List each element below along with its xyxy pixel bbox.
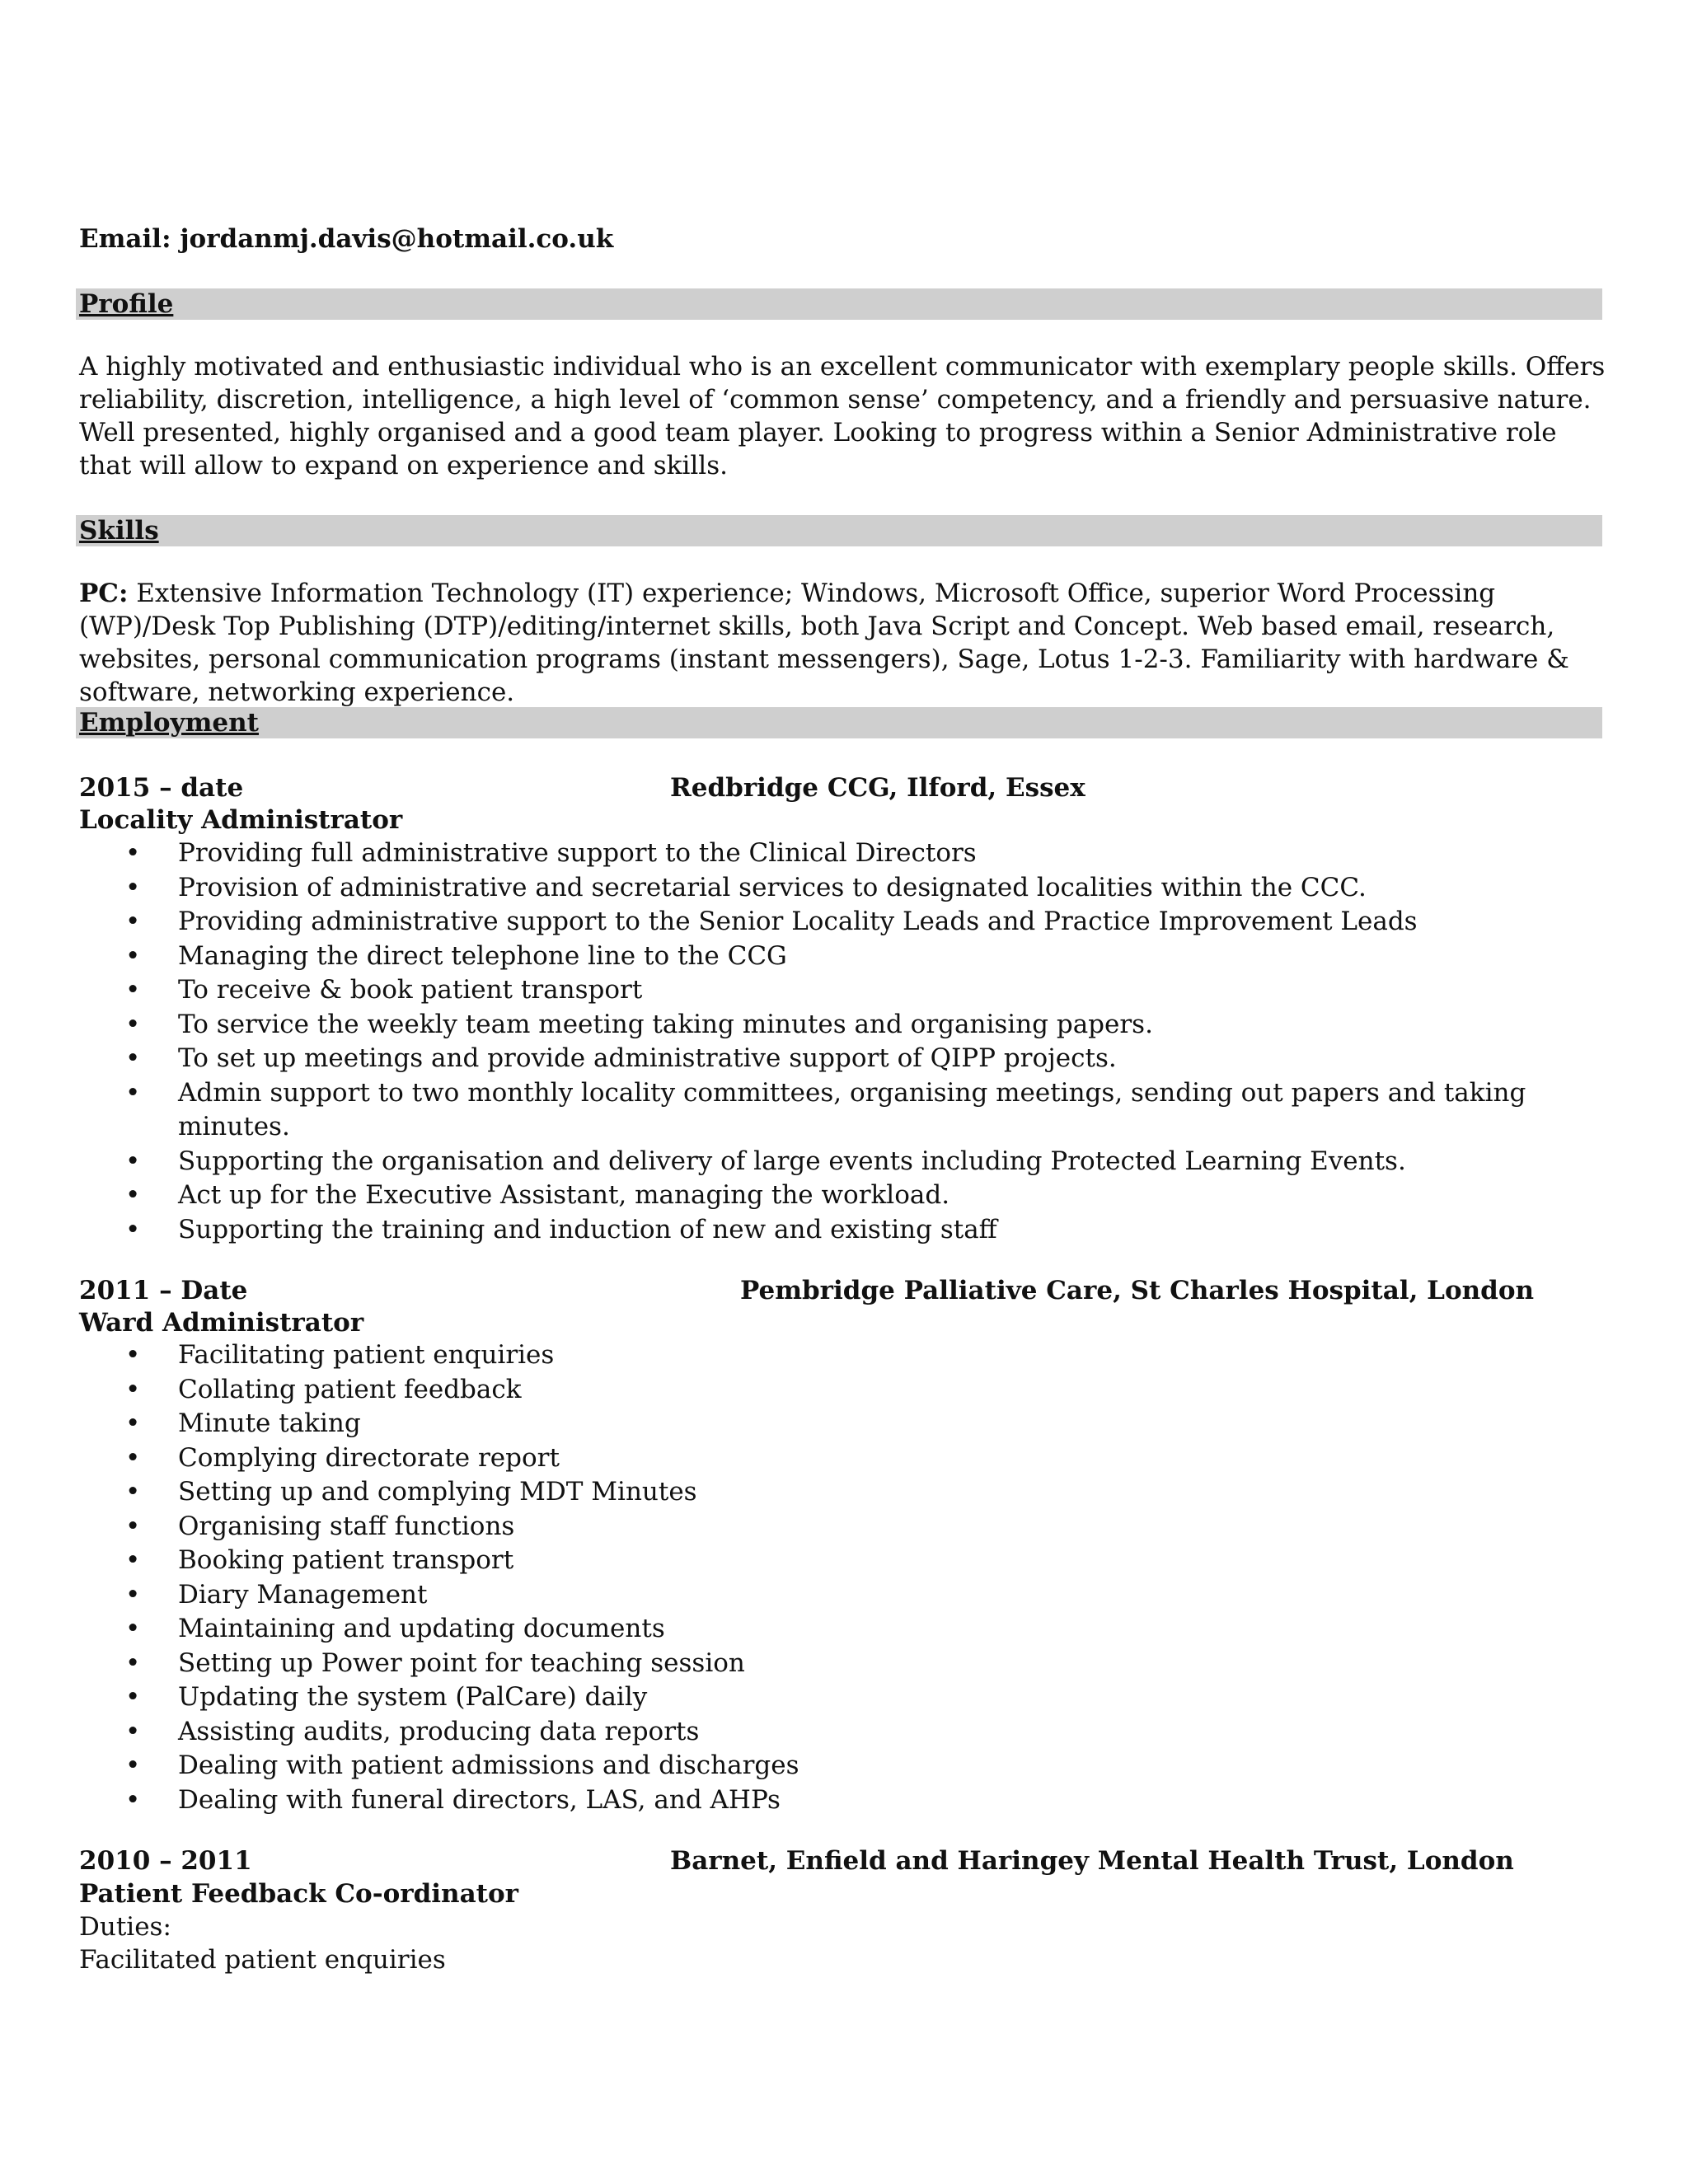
duty-item: • Providing administrative support to the Senior Locality Leads and Practice Improvement Leads — [79, 905, 1612, 940]
duty-item: • Booking patient transport — [79, 1544, 1612, 1578]
job-duties-list — [79, 1338, 1612, 1817]
job-dates: 2015 – date — [79, 773, 244, 803]
duty-item: • Updating the system (PalCare) daily — [79, 1680, 1612, 1715]
duty-item: • Complying directorate report — [79, 1441, 1612, 1476]
duty-item: • Act up for the Executive Assistant, managing the workload. — [79, 1179, 1612, 1213]
job-title: Ward Administrator — [79, 1308, 364, 1338]
duty-item: • To service the weekly team meeting taking minutes and organising papers. — [79, 1008, 1612, 1043]
duty-item: • Setting up and complying MDT Minutes — [79, 1475, 1612, 1510]
duty-item: • Maintaining and updating documents — [79, 1612, 1612, 1647]
job-title: Patient Feedback Co-ordinator — [79, 1879, 519, 1909]
duty-item: • To set up meetings and provide administrative support of QIPP projects. — [79, 1042, 1612, 1076]
job-title: Locality Administrator — [79, 805, 403, 835]
duty-item: • Dealing with patient admissions and discharges — [79, 1749, 1612, 1783]
employment-heading: Employment — [79, 708, 259, 738]
skills-section-bar — [76, 515, 1602, 546]
duty-item: • Supporting the organisation and delivery of large events including Protected Learning Events. — [79, 1145, 1612, 1179]
duty-item: • Admin support to two monthly locality committees, organising meetings, sending out papers and taking minutes. — [79, 1076, 1612, 1145]
job-dates: 2011 – Date — [79, 1276, 248, 1305]
email-label: Email: — [79, 224, 171, 254]
email-line — [79, 224, 613, 254]
duty-item: • Managing the direct telephone line to the CCG — [79, 940, 1612, 974]
duty-item: • Setting up Power point for teaching session — [79, 1647, 1612, 1681]
duty-item: • Minute taking — [79, 1407, 1612, 1441]
duty-item: • Diary Management — [79, 1578, 1612, 1613]
profile-heading: Profile — [79, 289, 174, 319]
job-duties-list — [79, 837, 1612, 1247]
job-organisation: Pembridge Palliative Care, St Charles Hospital, London — [740, 1276, 1535, 1305]
duties-label: Duties: — [79, 1912, 171, 1942]
skills-text — [79, 577, 1612, 709]
duty-item: • Providing full administrative support to the Clinical Directors — [79, 837, 1612, 871]
duty-text: Facilitated patient enquiries — [79, 1945, 446, 1975]
pc-label: PC: — [79, 579, 129, 608]
profile-text: A highly motivated and enthusiastic individual who is an excellent communicator with exemplary people skills. Offers reliability, discretion, intelligence, a high level of ‘common sense’ competency, and a friendly and persuasive nature. Well presented, highly organised and a good team player. Looking to progress within a Senior Administrative role that will allow to expand on experience and skills. — [79, 352, 1606, 480]
job-organisation: Barnet, Enfield and Haringey Mental Health Trust, London — [670, 1846, 1514, 1876]
duty-item: • Dealing with funeral directors, LAS, and AHPs — [79, 1783, 1612, 1818]
email-address[interactable]: jordanmj.davis@hotmail.co.uk — [180, 224, 614, 254]
duty-item: • Assisting audits, producing data reports — [79, 1715, 1612, 1750]
duty-item: • Organising staff functions — [79, 1510, 1612, 1544]
duty-item: • Collating patient feedback — [79, 1373, 1612, 1408]
duty-item: • Facilitating patient enquiries — [79, 1338, 1612, 1373]
duty-item: • To receive & book patient transport — [79, 973, 1612, 1008]
skills-heading: Skills — [79, 516, 159, 546]
duty-item: • Supporting the training and induction of new and existing staff — [79, 1213, 1612, 1248]
profile-section-bar — [76, 288, 1602, 320]
employment-section-bar — [76, 707, 1602, 738]
duty-item: • Provision of administrative and secretarial services to designated localities within the CCC. — [79, 871, 1612, 906]
job-organisation: Redbridge CCG, Ilford, Essex — [670, 773, 1085, 803]
pc-skills-text: Extensive Information Technology (IT) experience; Windows, Microsoft Office, superior Word Processing (WP)/Desk Top Publishing (DTP)/editing/internet skills, both Java Script and Concept. Web based email, research, websites, personal communication programs (instant messengers), Sage, Lotus 1-2-3. Familiarity with hardware & software, networking experience. — [79, 579, 1569, 707]
job-dates: 2010 – 2011 — [79, 1846, 252, 1876]
